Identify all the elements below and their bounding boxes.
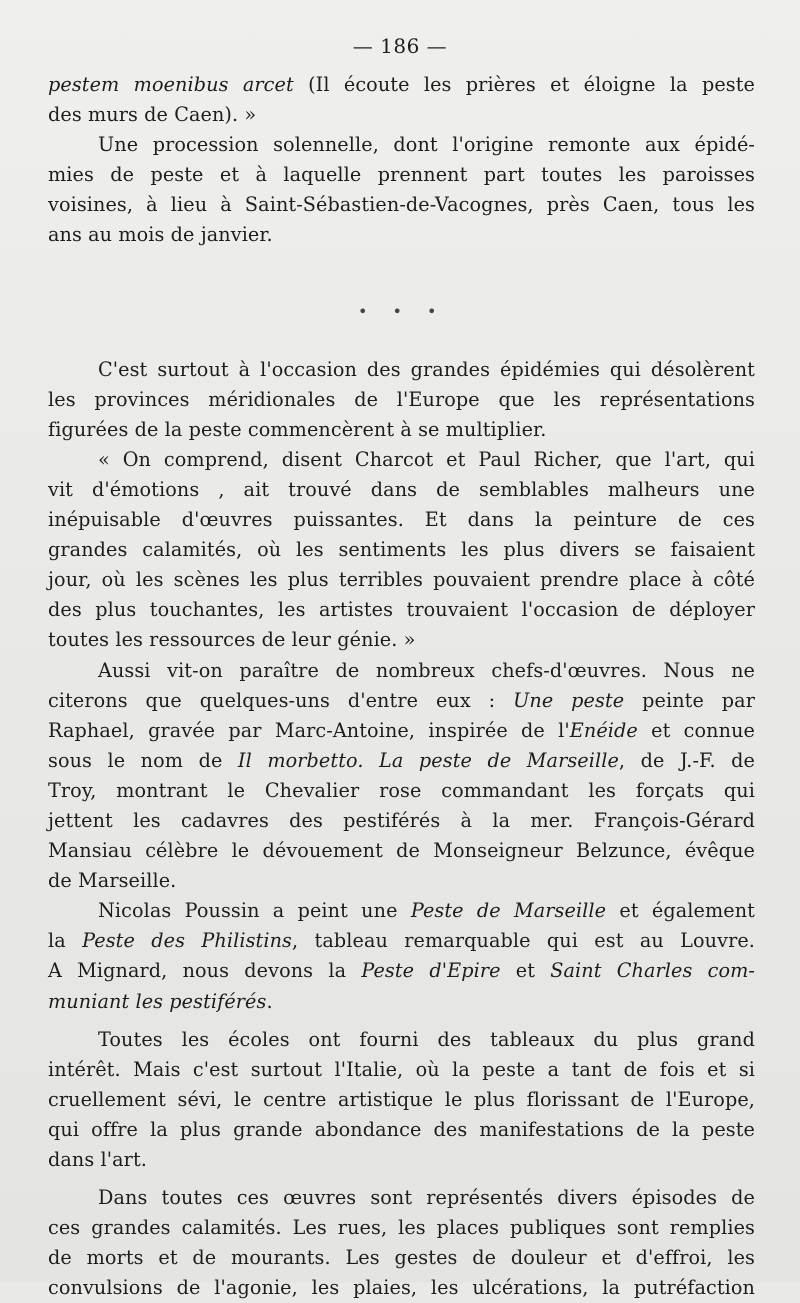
artwork-title: Peste d'Epire: [361, 959, 501, 983]
text-line: voisines, à lieu à Saint-Sébastien-de-Vacognes, près Caen, tous les: [48, 193, 755, 217]
text-line: sous le nom de Il morbetto. La peste de Marseille, de J.-F. de: [48, 748, 755, 772]
text-line: Toutes les écoles ont fourni des tableaux du plus grand: [98, 1027, 755, 1051]
paragraph-2: [48, 130, 755, 250]
text-line: citerons que quelques-uns d'entre eux : Une peste peinte par: [48, 688, 755, 712]
paragraph-8: [48, 1183, 755, 1303]
paragraph-gap: [48, 1017, 755, 1025]
text-line: Une procession solennelle, dont l'origine remonte aux épidé-: [98, 133, 755, 157]
text-line: inépuisable d'œuvres puissantes. Et dans la peinture de ces: [48, 508, 755, 532]
text-line: mies de peste et à laquelle prennent part toutes les paroisses: [48, 163, 755, 187]
text-line: « On comprend, disent Charcot et Paul Richer, que l'art, qui: [98, 447, 755, 471]
text-line: la Peste des Philistins, tableau remarquable qui est au Louvre.: [48, 929, 756, 953]
artwork-title: Une peste: [513, 688, 625, 712]
paragraph-gap: [48, 1175, 755, 1183]
text-line: des plus touchantes, les artistes trouvaient l'occasion de déployer: [48, 598, 755, 622]
text-line: Troy, montrant le Chevalier rose commandant les forçats qui: [48, 778, 755, 802]
text-line: ans au mois de janvier.: [48, 223, 273, 247]
text-line: ces grandes calamités. Les rues, les places publiques sont remplies: [48, 1216, 755, 1240]
paragraph-7: [48, 1025, 755, 1175]
text-line: intérêt. Mais c'est surtout l'Italie, où la peste a tant de fois et si: [48, 1057, 755, 1081]
work-title: Enéide: [569, 718, 638, 742]
paragraph-6: [48, 896, 755, 1016]
artwork-title: Peste de Marseille: [410, 899, 607, 923]
paragraph-3: [48, 355, 755, 445]
text-line: jour, où les scènes les plus terribles pouvaient prendre place à côté: [48, 568, 755, 592]
page-number: — 186 —: [352, 34, 448, 58]
section-ornament: • • •: [358, 301, 447, 321]
text-line: Raphael, gravée par Marc-Antoine, inspirée de l'Enéide et connue: [48, 718, 755, 742]
text-line: les provinces méridionales de l'Europe que les représentations: [48, 387, 755, 411]
artwork-title: Saint Charles com-: [550, 959, 755, 983]
artwork-title: muniant les pestiférés: [48, 989, 267, 1013]
paragraph-1: [48, 70, 755, 130]
paragraph-4: [48, 445, 755, 656]
text-line: grandes calamités, où les sentiments les plus divers se faisaient: [48, 538, 755, 562]
text-line: Nicolas Poussin a peint une Peste de Marseille et également: [98, 899, 755, 923]
text-line: cruellement sévi, le centre artistique le plus florissant de l'Europe,: [48, 1087, 755, 1111]
text-line: Mansiau célèbre le dévouement de Monseigneur Belzunce, évêque: [48, 839, 755, 863]
text-line: C'est surtout à l'occasion des grandes épidémies qui désolèrent: [98, 357, 755, 381]
text-line: Dans toutes ces œuvres sont représentés divers épisodes de: [98, 1186, 755, 1210]
text-line: muniant les pestiférés.: [48, 989, 273, 1013]
text-line: de morts et de mourants. Les gestes de douleur et d'effroi, les: [48, 1246, 755, 1270]
text-line: convulsions de l'agonie, les plaies, les ulcérations, la putréfaction: [48, 1276, 755, 1300]
text-line: Aussi vit-on paraître de nombreux chefs-d'œuvres. Nous ne: [98, 658, 755, 682]
artwork-title: La peste de Marseille: [379, 748, 619, 772]
text-line: vit d'émotions , ait trouvé dans de semblables malheurs une: [48, 477, 755, 501]
artwork-title: Il morbetto.: [237, 748, 364, 772]
text-line: qui offre la plus grande abondance des manifestations de la peste: [48, 1117, 755, 1141]
text-line: jettent les cadavres des pestiférés à la mer. François-Gérard: [48, 808, 755, 832]
page-body: [48, 70, 755, 1303]
latin-quote: pestem moenibus arcet: [48, 73, 294, 96]
text-line: A Mignard, nous devons la Peste d'Epire et Saint Charles com-: [48, 959, 755, 983]
text-line: toutes les ressources de leur génie. »: [48, 628, 416, 652]
text-line: figurées de la peste commencèrent à se multiplier.: [48, 417, 547, 441]
text-line: des murs de Caen). »: [48, 103, 257, 127]
text-line: de Marseille.: [48, 869, 177, 893]
section-break: [48, 251, 755, 355]
paragraph-5: [48, 656, 755, 897]
artwork-title: Peste des Philistins: [82, 929, 292, 953]
text-line: pestem moenibus arcet (Il écoute les prières et éloigne la peste: [48, 73, 755, 96]
text-line: dans l'art.: [48, 1148, 147, 1171]
